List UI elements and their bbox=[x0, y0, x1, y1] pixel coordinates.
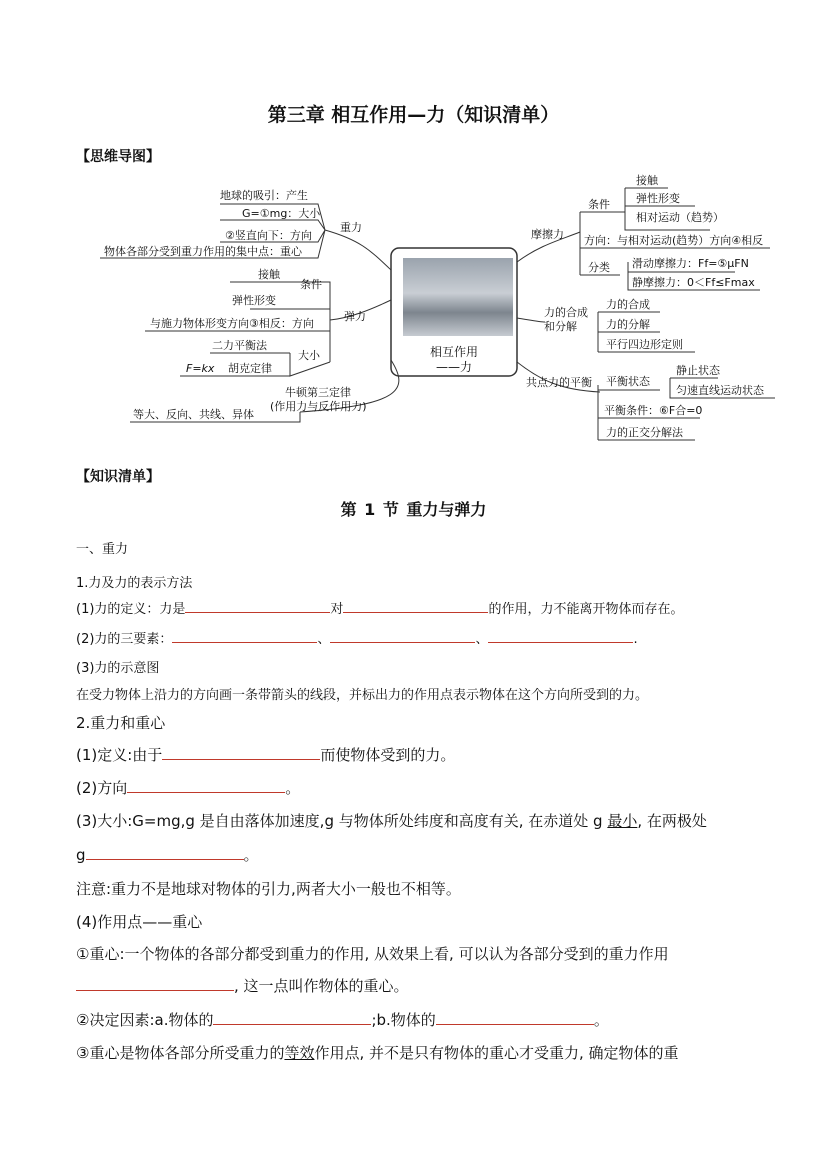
text: (1)定义:由于 bbox=[76, 746, 163, 764]
newton-label-1: 牛顿第三定律 bbox=[285, 386, 351, 399]
underlined-text: 等效 bbox=[284, 1044, 315, 1062]
weight-definition bbox=[76, 744, 455, 765]
compose-label-2: 和分解 bbox=[544, 320, 577, 333]
center-of-gravity-heading: (4)作用点——重心 bbox=[76, 913, 203, 931]
blank bbox=[488, 629, 633, 643]
tanli-size-item: 二力平衡法 bbox=[212, 339, 267, 352]
heading-gravity: 一、重力 bbox=[76, 542, 129, 557]
hooke-formula: F=kx bbox=[186, 362, 215, 375]
weight-magnitude bbox=[76, 810, 707, 831]
compose-label-1: 力的合成 bbox=[544, 306, 588, 319]
text: 的作用，力不能离开物体而存在。 bbox=[488, 602, 684, 617]
text: (2)方向 bbox=[76, 779, 128, 797]
friction-class-item: 滑动摩擦力：Ff=⑤μFN bbox=[632, 257, 749, 270]
page-title: 第三章 相互作用—力（知识清单） bbox=[267, 104, 560, 126]
text: 、 bbox=[475, 632, 489, 647]
tanli-cond: 条件 bbox=[300, 278, 322, 291]
cog-definition-cont bbox=[76, 975, 409, 996]
subheading-force: 1.力及力的表示方法 bbox=[76, 576, 193, 591]
mind-map bbox=[0, 0, 827, 460]
zhongli-item: 物体各部分受到重力作用的集中点：重心 bbox=[104, 245, 302, 258]
text: (3)大小:G=mg,g 是自由落体加速度,g 与物体所处纬度和高度有关, 在赤道处 g bbox=[76, 812, 608, 830]
friction-cond-item: 相对运动（趋势） bbox=[636, 211, 724, 224]
blank bbox=[86, 844, 244, 860]
friction-direction: 方向：与相对运动(趋势）方向④相反 bbox=[584, 234, 764, 247]
note: 注意:重力不是地球对物体的引力,两者大小一般也不相等。 bbox=[76, 880, 461, 898]
tanli-label: 弹力 bbox=[344, 310, 366, 323]
blank bbox=[162, 744, 320, 760]
friction-cond-item: 接触 bbox=[636, 174, 658, 187]
tanli-cond-item: 弹性形变 bbox=[232, 294, 276, 307]
subheading-weight: 2.重力和重心 bbox=[76, 714, 166, 732]
text: ③重心是物体各部分所受重力的 bbox=[76, 1044, 285, 1062]
compose-item: 平行四边形定则 bbox=[606, 338, 683, 351]
mindmap-tag: 【思维导图】 bbox=[76, 149, 160, 165]
text: 。 bbox=[593, 1011, 609, 1029]
compose-item: 力的合成 bbox=[606, 298, 650, 311]
text: . bbox=[633, 632, 638, 647]
zhongli-item: G=①mg：大小 bbox=[242, 207, 321, 220]
equilibrium-state-item: 匀速直线运动状态 bbox=[676, 384, 764, 397]
cog-definition: ①重心:一个物体的各部分都受到重力的作用, 从效果上看, 可以认为各部分受到的重力作用 bbox=[76, 945, 669, 963]
text: , 这一点叫作物体的重心。 bbox=[234, 977, 409, 995]
text: 、 bbox=[317, 632, 331, 647]
center-label-1: 相互作用 bbox=[429, 345, 479, 359]
blank bbox=[172, 629, 317, 643]
newton-label-2: (作用力与反作用力) bbox=[270, 400, 367, 413]
equilibrium-label: 共点力的平衡 bbox=[526, 376, 592, 389]
zhongli-item: ②竖直向下：方向 bbox=[225, 229, 312, 242]
knowledge-tag: 【知识清单】 bbox=[76, 469, 160, 485]
equilibrium-method: 力的正交分解法 bbox=[606, 426, 683, 439]
blank bbox=[127, 777, 285, 793]
weight-magnitude-cont bbox=[76, 844, 259, 865]
text: (1)力的定义：力是 bbox=[76, 602, 186, 617]
underlined-text: 最小 bbox=[607, 812, 638, 830]
center-label-2: ——力 bbox=[435, 360, 473, 374]
tanli-direction: 与施力物体形变方向③相反：方向 bbox=[150, 317, 314, 330]
text: g bbox=[76, 846, 86, 864]
equilibrium-state: 平衡状态 bbox=[606, 375, 650, 388]
zhongli-label: 重力 bbox=[340, 221, 362, 234]
blank bbox=[213, 1009, 371, 1025]
zhongli-item: 地球的吸引：产生 bbox=[220, 189, 308, 202]
tanli-cond-item: 接触 bbox=[258, 268, 280, 281]
text: 对 bbox=[330, 602, 344, 617]
compose-item: 力的分解 bbox=[606, 318, 650, 331]
friction-cond: 条件 bbox=[588, 198, 610, 211]
equilibrium-cond: 平衡条件：⑥F合=0 bbox=[604, 404, 703, 417]
equilibrium-state-item: 静止状态 bbox=[676, 364, 720, 377]
friction-label: 摩擦力 bbox=[531, 228, 564, 241]
text: (2)力的三要素： bbox=[76, 632, 173, 647]
friction-cond-item: 弹性形变 bbox=[636, 192, 680, 205]
text: , 在两极处 bbox=[637, 812, 707, 830]
force-diagram-heading: (3)力的示意图 bbox=[76, 661, 160, 676]
cog-equivalent bbox=[76, 1042, 679, 1063]
text: ②决定因素:a.物体的 bbox=[76, 1011, 214, 1029]
text: 。 bbox=[285, 779, 301, 797]
force-elements bbox=[76, 628, 638, 647]
force-diagram-text: 在受力物体上沿力的方向画一条带箭头的线段，并标出力的作用点表示物体在这个方向所受到的力。 bbox=[76, 688, 649, 703]
text: 作用点, 并不是只有物体的重心才受重力, 确定物体的重 bbox=[314, 1044, 679, 1062]
section-title: 第 1 节 重力与弹力 bbox=[340, 500, 487, 519]
blank bbox=[185, 599, 330, 613]
friction-class-item: 静摩擦力：0＜Ff≤Fmax bbox=[632, 276, 755, 289]
text: 。 bbox=[243, 846, 259, 864]
tanli-size-item: 胡克定律 bbox=[228, 362, 272, 375]
text: ;b.物体的 bbox=[371, 1011, 436, 1029]
cog-factors bbox=[76, 1009, 609, 1030]
blank bbox=[343, 599, 488, 613]
weight-direction bbox=[76, 777, 300, 798]
blank bbox=[330, 629, 475, 643]
friction-class: 分类 bbox=[588, 261, 610, 274]
newton-item: 等大、反向、共线、异体 bbox=[133, 408, 254, 421]
force-definition bbox=[76, 598, 683, 617]
tanli-size: 大小 bbox=[298, 349, 320, 362]
blank bbox=[436, 1009, 594, 1025]
blank bbox=[76, 975, 234, 991]
text: 而使物体受到的力。 bbox=[320, 746, 456, 764]
